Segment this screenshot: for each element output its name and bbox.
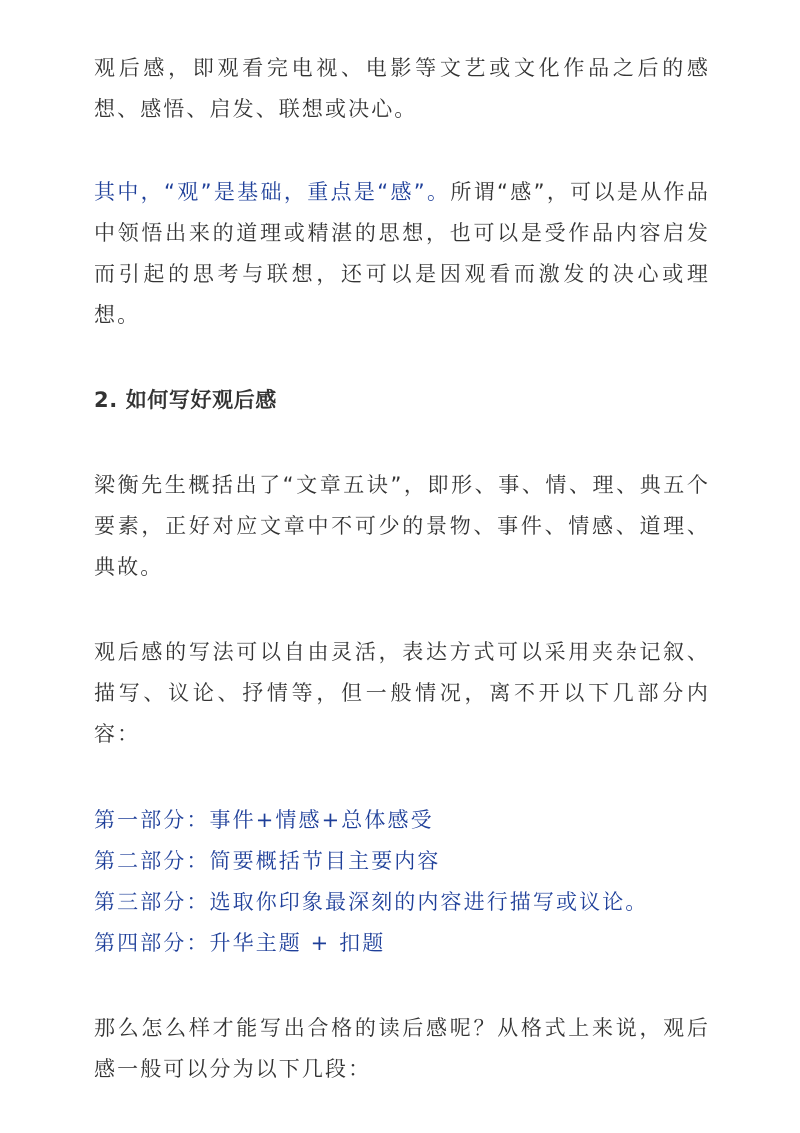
list-item: 第一部分：事件+情感+总体感受: [94, 808, 434, 832]
list-item: 第三部分：选取你印象最深刻的内容进行描写或议论。: [94, 890, 649, 914]
article-body: [94, 48, 710, 1090]
writing-method-paragraph: 观后感的写法可以自由灵活，表达方式可以采用夹杂记叙、描写、议论、抒情等，但一般情况，离不开以下几部分内容：: [94, 640, 710, 746]
parts-list: [94, 800, 710, 964]
list-item: 第四部分：升华主题 + 扣题: [94, 931, 386, 955]
definition-paragraph: 观后感，即观看完电视、电影等文艺或文化作品之后的感想、感悟、启发、联想或决心。: [94, 56, 710, 121]
explanation-paragraph: [94, 172, 710, 336]
five-elements-paragraph: 梁衡先生概括出了“文章五诀”，即形、事、情、理、典五个要素，正好对应文章中不可少的景物、事件、情感、道理、典故。: [94, 473, 710, 579]
key-point-highlight: 其中，“观”是基础，重点是“感”。: [94, 180, 451, 204]
section-heading: 2. 如何写好观后感: [94, 388, 277, 412]
list-item: 第二部分：简要概括节目主要内容: [94, 849, 441, 873]
format-question-paragraph: 那么怎么样才能写出合格的读后感呢？从格式上来说，观后感一般可以分为以下几段：: [94, 1016, 710, 1081]
explanation-text: 所谓“感”，可以是从作品中领悟出来的道理或精湛的思想，也可以是受作品内容启发而引起的思考与联想，还可以是因观看而激发的决心或理想。: [94, 180, 710, 327]
